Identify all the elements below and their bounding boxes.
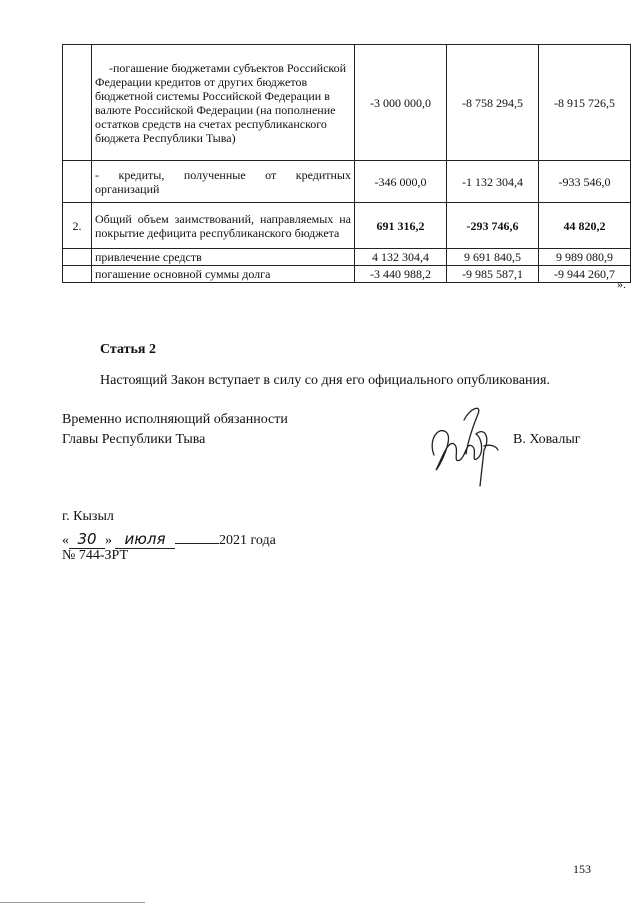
table-row — [63, 161, 631, 203]
value-col2: -1 132 304,4 — [447, 161, 539, 203]
row-description: привлечение средств — [92, 249, 355, 266]
value-col2: -8 758 294,5 — [447, 45, 539, 161]
table-row — [63, 266, 631, 283]
value-col3: -8 915 726,5 — [539, 45, 631, 161]
row-number — [63, 266, 92, 283]
value-col3: -9 944 260,7 — [539, 266, 631, 283]
article-title: Статья 2 — [100, 342, 156, 357]
value-col2: -9 985 587,1 — [447, 266, 539, 283]
row-description: погашение основной суммы долга — [92, 266, 355, 283]
handwritten-signature — [424, 400, 502, 490]
row-description: -погашение бюджетами субъектов Российской Федерации кредитов от других бюджетов бюджетной системы Российской Федерации в валюте Российской Федерации (на пополнение остатков средств на счетах республиканского бюджета Республики Тыва) — [92, 45, 355, 161]
signer-position-line2: Главы Республики Тыва — [62, 432, 206, 447]
value-col1: -3 440 988,2 — [355, 266, 447, 283]
row-description: Общий объем заимствований, направляемых на покрытие дефицита республиканского бюджета — [92, 203, 355, 249]
row-number — [63, 161, 92, 203]
page-number: 153 — [573, 862, 591, 876]
value-col2: -293 746,6 — [447, 203, 539, 249]
place: г. Кызыл — [62, 509, 114, 524]
budget-table — [62, 44, 631, 283]
row-number — [63, 45, 92, 161]
table-closing-mark: ». — [617, 277, 626, 291]
value-col3: 44 820,2 — [539, 203, 631, 249]
value-col3: 9 989 080,9 — [539, 249, 631, 266]
footer-divider — [0, 902, 145, 903]
date-month: июля — [115, 530, 175, 549]
article-text: Настоящий Закон вступает в силу со дня его официального опубликования. — [100, 373, 550, 388]
row-description: - кредиты, полученные от кредитных организаций — [92, 161, 355, 203]
value-col1: 691 316,2 — [355, 203, 447, 249]
value-col1: 4 132 304,4 — [355, 249, 447, 266]
value-col1: -346 000,0 — [355, 161, 447, 203]
signer-name: В. Ховалыг — [513, 432, 581, 447]
law-number: № 744-ЗРТ — [62, 548, 129, 563]
row-number: 2. — [63, 203, 92, 249]
value-col3: -933 546,0 — [539, 161, 631, 203]
row-number — [63, 249, 92, 266]
signing-date: « 30 » июля 2021 года — [62, 530, 276, 548]
value-col2: 9 691 840,5 — [447, 249, 539, 266]
table-row — [63, 203, 631, 249]
date-day: 30 — [69, 530, 105, 549]
date-year: 2021 года — [219, 533, 276, 548]
table-row — [63, 45, 631, 161]
signer-position-line1: Временно исполняющий обязанности — [62, 412, 288, 427]
value-col1: -3 000 000,0 — [355, 45, 447, 161]
table-row — [63, 249, 631, 266]
